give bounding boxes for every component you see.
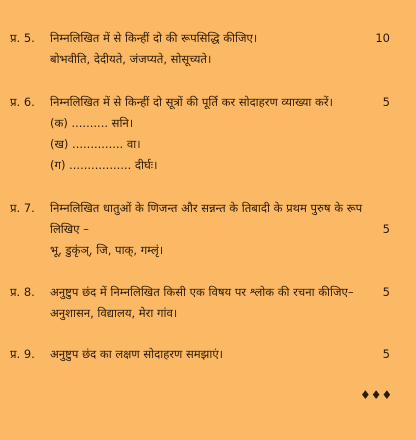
end-of-section-diamonds: ♦♦♦ [360,388,393,402]
question-line: (क) .......... सनि। [50,116,134,130]
question-number: प्र. 7. [10,201,35,215]
question-text [50,282,354,324]
question-line: लिखिए – [50,222,89,236]
question-text [50,92,340,176]
question-marks: 10 [375,31,390,45]
question-marks: 5 [382,347,390,361]
question-number: प्र. 9. [10,347,35,361]
question-number: प्र. 6. [10,95,35,109]
question-marks: 5 [382,285,390,299]
question-marks: 5 [382,95,390,109]
question-number: प्र. 5. [10,31,35,45]
question-text [50,28,340,70]
question-number: प्र. 8. [10,285,35,299]
question-line: (ख) .............. वा। [50,137,141,151]
question-marks: 5 [382,222,390,236]
question-text [50,344,340,365]
question-line: अनुष्टुप छंद में निम्नलिखित किसी एक विषय पर श्लोक की रचना कीजिए– [50,285,354,299]
question-text [50,198,363,261]
question-line: निम्नलिखित में से किन्हीं दो सूत्रों की पूर्ति कर सोदाहरण व्याख्या करें। [50,95,333,109]
question-line: निम्नलिखित धातुओं के णिजन्त और सन्नन्त के तिबादी के प्रथम पुरुष के रूप [50,201,363,215]
question-line: (ग) ................. दीर्घः। [50,158,158,172]
question-line: अनुष्टुप छंद का लक्षण सोदाहरण समझाएं। [50,347,224,361]
question-line: निम्नलिखित में से किन्हीं दो की रूपसिद्धि कीजिए। [50,31,258,45]
question-line: भू, डुकृंञ्, जि, पाक्, गम्लृं। [50,243,164,257]
question-line: अनुशासन, विद्यालय, मेरा गांव। [50,306,178,320]
question-line: बोभवीति, देदीयते, जंजप्यते, सोसूच्यते। [50,52,212,66]
